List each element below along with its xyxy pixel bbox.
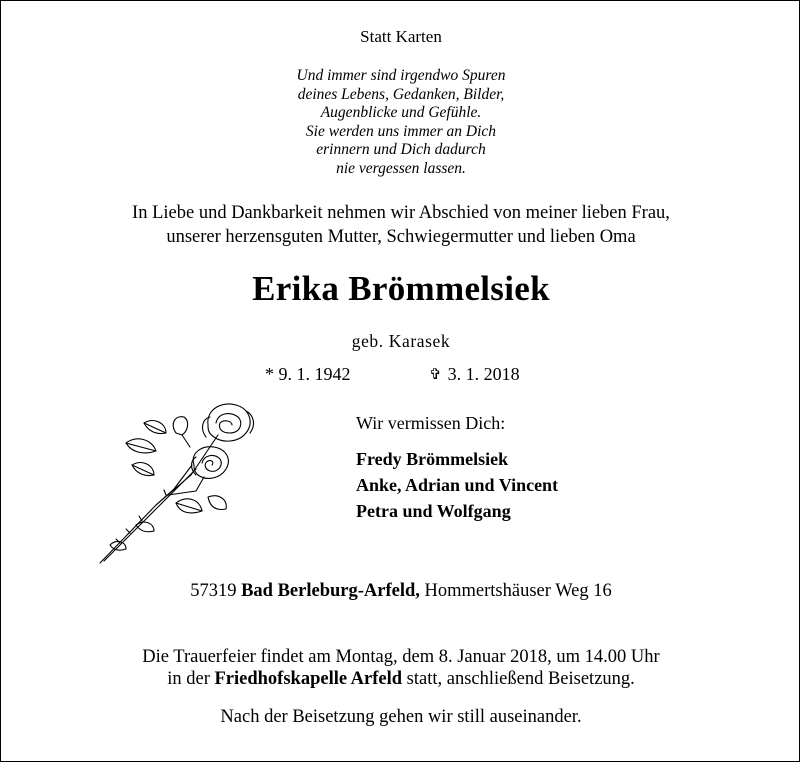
death-date-group bbox=[429, 364, 520, 385]
death-date: 3. 1. 2018 bbox=[447, 364, 520, 384]
ceremony-line bbox=[1, 668, 800, 690]
birth-date: * 9. 1. 1942 bbox=[265, 364, 351, 384]
poem-line: Augenblicke und Gefühle. bbox=[320, 104, 482, 121]
address-street: Hommertshäuser Weg 16 bbox=[424, 581, 612, 601]
poem-line: deines Lebens, Gedanken, Bilder, bbox=[297, 85, 505, 103]
mourner-name: Anke, Adrian und Vincent bbox=[356, 475, 559, 495]
poem-line: Und immer sind irgendwo Spuren bbox=[296, 67, 506, 84]
rose-icon bbox=[96, 395, 266, 567]
address bbox=[1, 581, 800, 602]
deceased-name: Erika Brömmelsiek bbox=[252, 269, 550, 308]
birth-name: geb. Karasek bbox=[351, 331, 451, 351]
mourner-name: Petra und Wolfgang bbox=[356, 501, 511, 521]
mourners-block bbox=[356, 413, 558, 524]
poem-line: nie vergessen lassen. bbox=[336, 159, 466, 177]
ceremony-text: statt, anschließend Beisetzung. bbox=[406, 669, 635, 689]
mourner-name: Fredy Brömmelsiek bbox=[356, 449, 509, 469]
mourners-intro: Wir vermissen Dich: bbox=[356, 413, 506, 433]
address-postcode: 57319 bbox=[190, 581, 237, 601]
address-city: Bad Berleburg-Arfeld, bbox=[241, 581, 420, 601]
intro-line: In Liebe und Dankbarkeit nehmen wir Abschied von meiner lieben Frau, bbox=[132, 203, 670, 223]
closing-text: Nach der Beisetzung gehen wir still auseinander. bbox=[220, 707, 582, 727]
poem-line: erinnern und Dich dadurch bbox=[316, 141, 486, 158]
mourners-list bbox=[356, 446, 558, 524]
ceremony-line: Die Trauerfeier findet am Montag, dem 8. Januar 2018, um 14.00 Uhr bbox=[142, 647, 660, 667]
ceremony-place: Friedhofskapelle Arfeld bbox=[214, 669, 403, 689]
ceremony-text: in der bbox=[167, 669, 210, 689]
poem-line: Sie werden uns immer an Dich bbox=[305, 122, 497, 140]
intro-text bbox=[1, 202, 800, 249]
ceremony-info bbox=[1, 646, 800, 690]
intro-line: unserer herzensguten Mutter, Schwiegermutter und lieben Oma bbox=[166, 226, 636, 247]
poem bbox=[1, 67, 800, 178]
cross-icon: ✞ bbox=[429, 367, 442, 383]
header-text: Statt Karten bbox=[360, 27, 442, 46]
